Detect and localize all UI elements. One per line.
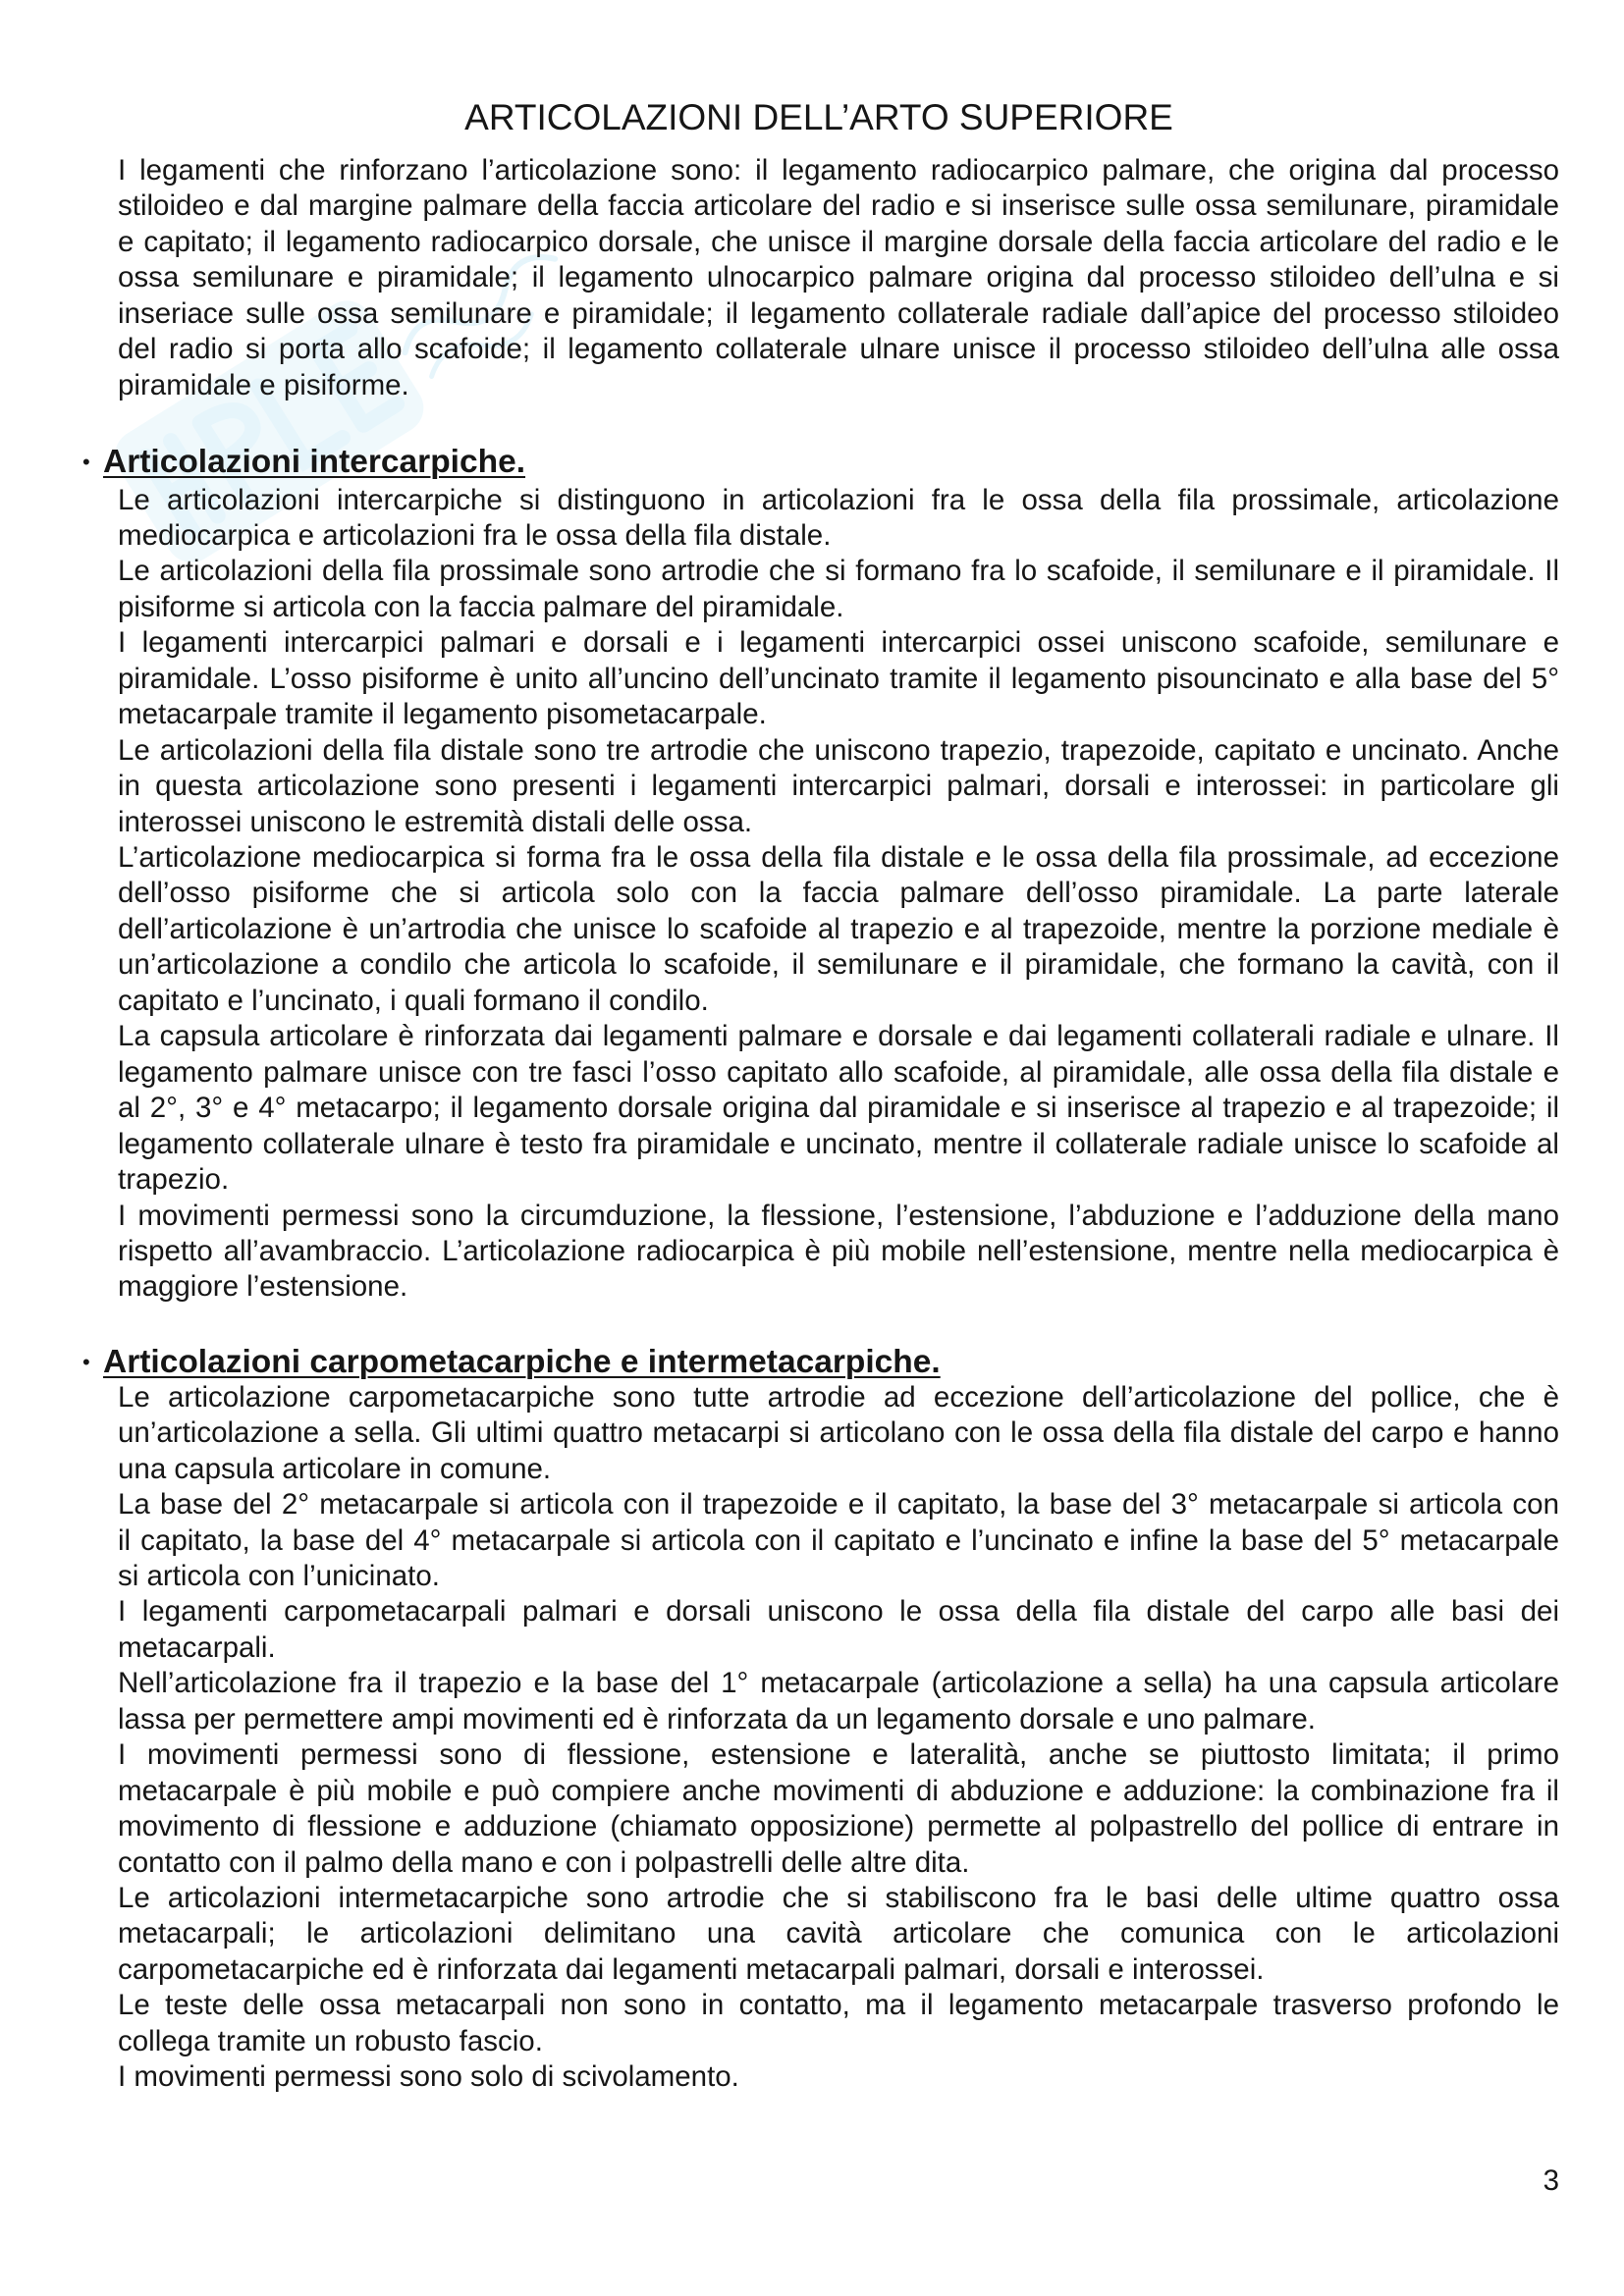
section-body-carpometacarpiche — [118, 1380, 1559, 2096]
text-line: metacarpale tramite il legamento pisometacarpale. — [118, 698, 767, 731]
section-heading-text: Articolazioni intercarpiche. — [103, 443, 526, 480]
section-heading-text: Articolazioni carpometacarpiche e intermetacarpiche. — [103, 1343, 941, 1380]
text-line: mediocarpica e articolazioni fra le ossa della fila distale. — [118, 518, 832, 552]
section-body-intercarpiche — [118, 483, 1559, 1306]
text-line: piramidale. L’osso pisiforme è unito all’uncino dell’uncinato tramite il legamento pisouncinato e alla base del 5° — [118, 662, 1559, 695]
text-line: rispetto all’avambraccio. L’articolazione radiocarpica è più mobile nell’estensione, mentre nella mediocarpica è — [118, 1235, 1559, 1268]
paragraph — [118, 1199, 1559, 1306]
text-line: un’articolazione a sella. Gli ultimi quattro metacarpi si articolano con le ossa della fila distale del carpo e hanno — [118, 1416, 1559, 1450]
text-line: e capitato; il legamento radiocarpico dorsale, che unisce il margine dorsale della faccia articolare del radio e le — [118, 225, 1559, 258]
text-line: si articola con l’unicinato. — [118, 1559, 440, 1592]
paragraph — [118, 1881, 1559, 1988]
text-line: dell’osso pisiforme che si articola solo con la faccia palmare dell’osso piramidale. La parte laterale — [118, 877, 1559, 910]
text-line: La capsula articolare è rinforzata dai legamenti palmare e dorsale e dai legamenti collaterali radiale e ulnare. Il — [118, 1020, 1559, 1053]
paragraph — [118, 625, 1559, 732]
text-line: I movimenti permessi sono la circumduzione, la flessione, l’estensione, l’abduzione e l’adduzione della mano — [118, 1199, 1559, 1232]
text-line: un’articolazione a condilo che articola lo scafoide, il semilunare e il piramidale, che formano la cavità, con il — [118, 948, 1559, 982]
page-title: ARTICOLAZIONI DELL’ARTO SUPERIORE — [464, 97, 1173, 137]
text-line: al 2°, 3° e 4° metacarpo; il legamento dorsale origina dal piramidale e si inserisce al trapezio e al trapezoide; il — [118, 1092, 1559, 1125]
paragraph — [118, 483, 1559, 555]
text-line: L’articolazione mediocarpica si forma fra le ossa della fila distale e le ossa della fila prossimale, ad eccezione — [118, 841, 1559, 875]
text-line: movimento di flessione e adduzione (chiamato opposizione) permette al polpastrello del pollice di entrare in — [118, 1810, 1559, 1843]
text-line: Le teste delle ossa metacarpali non sono in contatto, ma il legamento metacarpale trasverso profondo le — [118, 1989, 1559, 2022]
text-line: metacarpale è più mobile e può compiere anche movimenti di abduzione e adduzione: la combinazione fra il — [118, 1774, 1559, 1807]
text-line: inseriace sulle ossa semilunare e piramidale; il legamento collaterale radiale dall’apice del processo stiloideo — [118, 296, 1559, 330]
text-line: Le articolazione carpometacarpiche sono tutte artrodie ad eccezione dell’articolazione del pollice, che è — [118, 1380, 1559, 1414]
text-line: Le articolazioni della fila distale sono tre artrodie che uniscono trapezio, trapezoide, capitato e uncinato. Anche — [118, 733, 1559, 767]
text-line: contatto con il palmo della mano e con i polpastrelli delle altre dita. — [118, 1845, 970, 1879]
paragraph — [118, 1380, 1559, 1487]
paragraph — [118, 1594, 1559, 1666]
text-line: del radio si porta allo scafoide; il legamento collaterale ulnare unisce il processo stiloideo dell’ulna alle ossa — [118, 333, 1559, 366]
page-number: 3 — [1543, 2164, 1559, 2197]
paragraph — [118, 733, 1559, 840]
text-line: legamento collaterale ulnare è testo fra piramidale e uncinato, mentre il collaterale radiale unisce lo scafoide al — [118, 1127, 1559, 1160]
text-line: La base del 2° metacarpale si articola con il trapezoide e il capitato, la base del 3° metacarpale si articola con — [118, 1488, 1559, 1522]
paragraph — [118, 1487, 1559, 1594]
paragraph — [118, 1988, 1559, 2059]
text-line: metacarpali. — [118, 1630, 276, 1664]
text-line: dell’articolazione è un’artrodia che unisce lo scafoide al trapezio e al trapezoide, mentre la porzione mediale è — [118, 912, 1559, 945]
text-line: I legamenti carpometacarpali palmari e dorsali uniscono le ossa della fila distale del carpo alle basi dei — [118, 1595, 1559, 1629]
bullet-icon: • — [82, 1349, 90, 1374]
intro-paragraph — [118, 153, 1559, 403]
section-heading-carpometacarpiche — [82, 1343, 941, 1382]
text-line: Le articolazioni intercarpiche si distinguono in articolazioni fra le ossa della fila prossimale, articolazione — [118, 483, 1559, 516]
text-line: stiloideo e dal margine palmare della faccia articolare del radio e si inserisce sulle ossa semilunare, piramidale — [118, 189, 1559, 223]
text-line: Le articolazioni della fila prossimale sono artrodie che si formano fra lo scafoide, il semilunare e il piramidale. Il — [118, 555, 1559, 588]
text-line: pisiforme si articola con la faccia palmare del piramidale. — [118, 590, 844, 623]
text-line: interossei uniscono le estremità distali delle ossa. — [118, 805, 753, 838]
text-line: carpometacarpiche ed è rinforzata dai legamenti metacarpali palmari, dorsali e interossei. — [118, 1952, 1265, 1986]
text-line: I legamenti che rinforzano l’articolazione sono: il legamento radiocarpico palmare, che origina dal processo — [118, 154, 1559, 187]
text-line: Le articolazioni intermetacarpiche sono artrodie che si stabiliscono fra le basi delle ultime quattro ossa — [118, 1882, 1559, 1915]
paragraph — [118, 1019, 1559, 1198]
text-line: in questa articolazione sono presenti i legamenti intercarpici palmari, dorsali e interossei: in particolare gli — [118, 770, 1559, 803]
text-line: ossa semilunare e piramidale; il legamento ulnocarpico palmare origina dal processo stiloideo dell’ulna e si — [118, 261, 1559, 294]
text-line: metacarpali; le articolazioni delimitano una cavità articolare che comunica con le articolazioni — [118, 1917, 1559, 1950]
text-line: capitato e l’uncinato, i quali formano il condilo. — [118, 984, 709, 1017]
text-line: piramidale e pisiforme. — [118, 368, 409, 401]
section-heading-intercarpiche — [82, 443, 525, 482]
text-line: trapezio. — [118, 1163, 230, 1197]
text-line: lassa per permettere ampi movimenti ed è rinforzata da un legamento dorsale e uno palmare. — [118, 1702, 1316, 1735]
paragraph — [118, 554, 1559, 625]
paragraph — [118, 2059, 1559, 2095]
paragraph — [118, 840, 1559, 1019]
text-line: I movimenti permessi sono di flessione, estensione e lateralità, anche se piuttosto limitata; il primo — [118, 1738, 1559, 1772]
paragraph — [118, 1666, 1559, 1737]
text-line: collega tramite un robusto fascio. — [118, 2024, 543, 2057]
text-line: il capitato, la base del 4° metacarpale si articola con il capitato e l’uncinato e infine la base del 5° metacarpale — [118, 1523, 1559, 1557]
text-line: maggiore l’estensione. — [118, 1270, 408, 1304]
text-line: una capsula articolare in comune. — [118, 1452, 552, 1485]
bullet-icon: • — [82, 449, 90, 474]
text-line: legamento palmare unisce con tre fasci l’osso capitato allo scafoide, al piramidale, alle ossa della fila distale e — [118, 1055, 1559, 1089]
paragraph — [118, 1737, 1559, 1881]
text-line: Nell’articolazione fra il trapezio e la base del 1° metacarpale (articolazione a sella) ha una capsula articolare — [118, 1667, 1559, 1700]
text-line: I legamenti intercarpici palmari e dorsali e i legamenti intercarpici ossei uniscono scafoide, semilunare e — [118, 626, 1559, 660]
text-line: I movimenti permessi sono solo di scivolamento. — [118, 2060, 739, 2094]
